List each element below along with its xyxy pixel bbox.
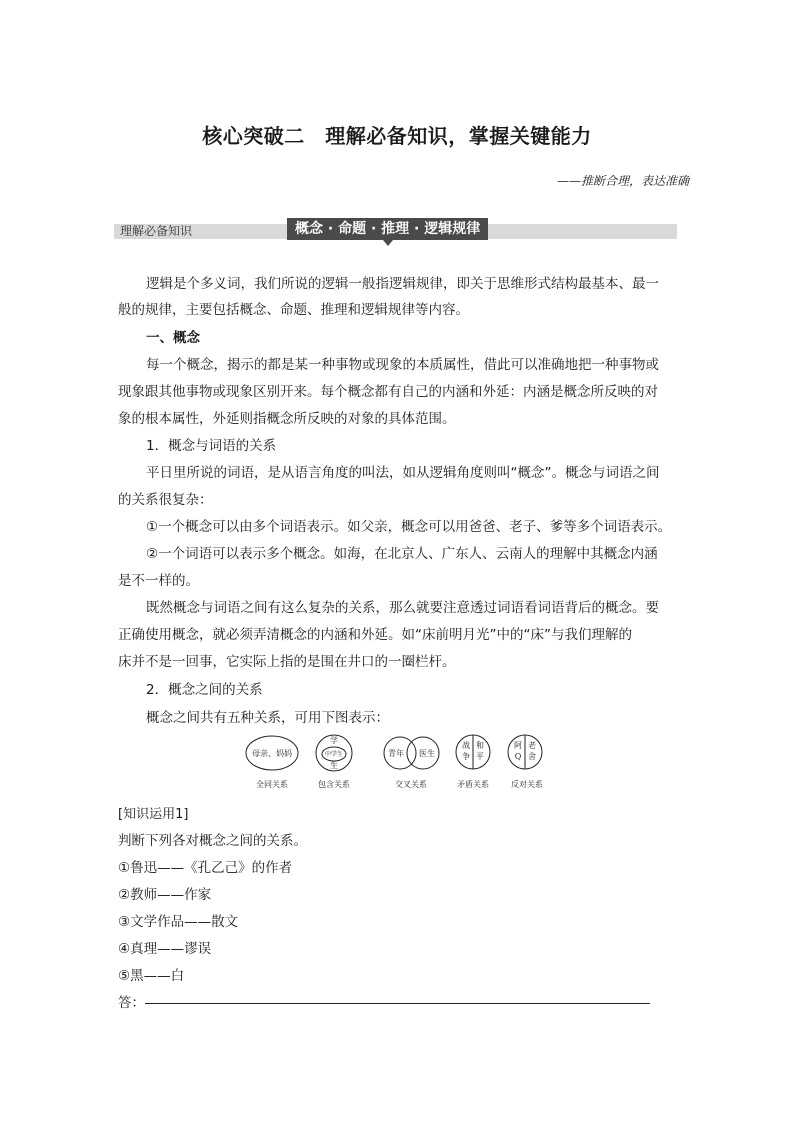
intersection-caption: 交叉关系 [395,780,427,789]
section1-line-2: 现象跟其他事物或现象区别开来。每个概念都有自己的内涵和外延：内涵是概念所反映的对 [118,384,658,400]
page-motto: ——推断合理，表达准确 [556,174,689,188]
answer-label: 答： [118,995,145,1011]
point-2-line-2: 是不一样的。 [118,573,199,589]
intersection-right-label: 医生 [419,749,435,758]
intro-line-2: 般的规律，主要包括概念、命题、推理和逻辑规律等内容。 [118,302,469,318]
intro-line-1: 逻辑是个多义词，我们所说的逻辑一般指逻辑规律，即关于思维形式结构最基本、最一 [146,276,659,292]
para-line-3: 床并不是一回事，它实际上指的是围在井口的一圈栏杆。 [118,654,456,670]
exercise-item-4: ④真理——谬误 [118,941,212,957]
page-title: 核心突破二 理解必备知识，掌握关键能力 [202,124,592,148]
sub1-line-2: 的关系很复杂： [118,492,213,508]
exercise-item-3: ③文学作品——散文 [118,914,239,930]
contradiction-right-bottom: 平 [476,752,484,761]
identity-caption: 全同关系 [256,780,288,789]
intersection-relation [384,737,439,789]
point-1: ①一个概念可以由多个词语表示。如父亲，概念可以用爸爸、老子、爹等多个词语表示。 [146,519,672,535]
banner-left-label: 理解必备知识 [120,224,193,238]
contrary-left-top: 阿 [514,741,522,750]
contrary-right-top: 老 [528,741,536,750]
contradiction-caption: 矛盾关系 [457,780,489,789]
exercise-item-2: ②教师——作家 [118,887,212,903]
contrary-caption: 反对关系 [511,780,543,789]
section1-line-3: 象的根本属性，外延则指概念所反映的对象的具体范围。 [118,411,456,427]
para-line-1: 既然概念与词语之间有这么复杂的关系，那么就要注意透过词语看词语背后的概念。要 [146,600,659,616]
section1-line-1: 每一个概念，揭示的都是某一种事物或现象的本质属性，借此可以准确地把一种事物或 [146,357,659,373]
inclusion-relation [316,735,352,789]
sub1-line-1: 平日里所说的词语，是从语言角度的叫法，如从逻辑角度则叫“概念”。概念与词语之间 [146,465,660,481]
contradiction-left-top: 战 [462,741,470,750]
point-2-line-1: ②一个词语可以表示多个概念。如海，在北京人、广东人、云南人的理解中其概念内涵 [146,546,658,562]
identity-relation [246,736,298,789]
exercise-item-1: ①鲁迅——《孔乙己》的作者 [118,860,293,876]
inclusion-inner-label: 中学生 [324,751,344,758]
section-banner [114,221,677,239]
contradiction-right-top: 和 [476,741,484,750]
contrary-right-bottom: 舍 [528,752,536,761]
contrary-left-bottom: Q [514,752,522,761]
section1-heading: 一、概念 [146,330,200,346]
exercise-tag: [知识运用1] [118,807,189,822]
answer-line[interactable] [145,1003,650,1004]
inclusion-caption: 包含关系 [318,780,350,789]
contradiction-relation [456,735,490,789]
exercise-item-5: ⑤黑——白 [118,968,185,984]
concept-relations-diagram [245,733,555,793]
sub1-heading: 1．概念与词语的关系 [146,438,277,454]
contradiction-left-bottom: 争 [462,752,470,761]
inclusion-outer-label: 学 [330,736,338,745]
sub2-heading: 2．概念之间的关系 [146,682,263,698]
identity-content: 母亲、妈妈 [252,749,292,758]
inclusion-bottom-label: 生 [330,761,338,770]
banner-topic: 概念 · 命题 · 推理 · 逻辑规律 [287,218,488,240]
sub2-text: 概念之间共有五种关系，可用下图表示： [146,710,389,726]
contrary-relation [508,735,543,789]
para-line-2: 正确使用概念，就必须弄清概念的内涵和外延。如“床前明月光”中的“床”与我们理解的 [118,627,632,643]
intersection-left-label: 青年 [388,749,404,758]
exercise-prompt: 判断下列各对概念之间的关系。 [118,833,307,849]
